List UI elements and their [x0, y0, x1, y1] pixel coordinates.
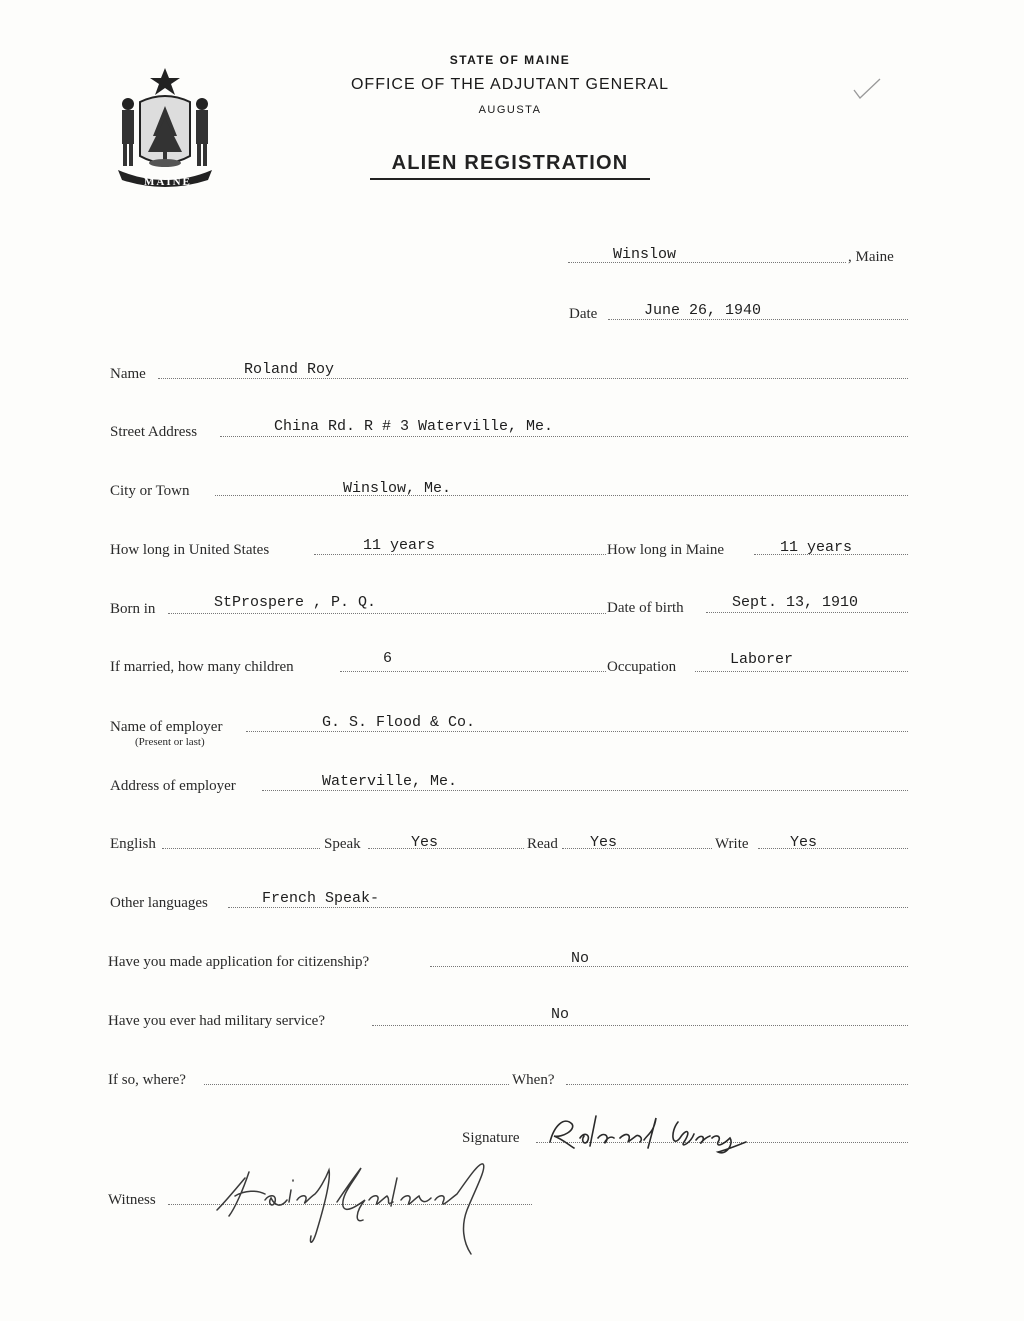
occupation-value[interactable]: Laborer — [730, 651, 794, 668]
years-in-us-label: How long in United States — [110, 542, 270, 558]
citizenship-label: Have you made application for citizenship? — [108, 954, 370, 970]
other-languages-value[interactable]: French Speak- — [262, 890, 380, 907]
employer-value[interactable]: G. S. Flood & Co. — [322, 714, 476, 731]
state-suffix: , Maine — [848, 249, 894, 265]
office-heading: OFFICE OF THE ADJUTANT GENERAL — [350, 76, 670, 93]
signature-label: Signature — [462, 1130, 520, 1146]
state-heading: STATE OF MAINE — [449, 53, 571, 67]
speak-label: Speak — [324, 836, 361, 852]
maine-state-seal-icon — [110, 66, 220, 194]
witness-signature-handwriting — [205, 1150, 505, 1260]
read-value[interactable]: Yes — [590, 834, 618, 851]
english-label: English — [110, 836, 156, 852]
born-in-value[interactable]: StProspere , P. Q. — [214, 594, 377, 611]
occupation-line — [695, 671, 908, 672]
military-label: Have you ever had military service? — [108, 1013, 325, 1029]
citizenship-value[interactable]: No — [571, 950, 590, 967]
occupation-label: Occupation — [607, 659, 677, 675]
other-languages-line — [228, 907, 908, 908]
english-line — [162, 848, 320, 849]
years-in-us-line — [314, 554, 606, 555]
employer-address-line — [262, 790, 908, 791]
date-of-birth-label: Date of birth — [607, 600, 684, 616]
write-value[interactable]: Yes — [790, 834, 818, 851]
date-label: Date — [569, 306, 598, 322]
employer-address-label: Address of employer — [110, 778, 236, 794]
witness-label: Witness — [108, 1192, 156, 1208]
where-label: If so, where? — [108, 1072, 186, 1088]
read-label: Read — [527, 836, 558, 852]
born-in-label: Born in — [110, 601, 156, 617]
born-in-line — [168, 613, 606, 614]
city-or-town-label: City or Town — [110, 483, 190, 499]
city-or-town-value[interactable]: Winslow, Me. — [343, 480, 452, 497]
town-line — [568, 262, 846, 263]
name-value[interactable]: Roland Roy — [244, 361, 335, 378]
seal-text: MAINE — [144, 176, 192, 188]
when-label: When? — [512, 1072, 555, 1088]
date-value[interactable]: June 26, 1940 — [644, 302, 762, 319]
speak-value[interactable]: Yes — [411, 834, 439, 851]
town-value[interactable]: Winslow — [613, 246, 677, 263]
street-address-value[interactable]: China Rd. R # 3 Waterville, Me. — [274, 418, 554, 435]
name-label: Name — [110, 366, 146, 382]
date-of-birth-value[interactable]: Sept. 13, 1910 — [732, 594, 859, 611]
signature-handwriting — [540, 1108, 780, 1158]
children-line — [340, 671, 606, 672]
other-languages-label: Other languages — [110, 895, 208, 911]
city-or-town-line — [215, 495, 908, 496]
employer-sublabel: (Present or last) — [135, 736, 205, 748]
form-title: ALIEN REGISTRATION — [370, 152, 650, 180]
children-label: If married, how many children — [110, 659, 294, 675]
years-in-us-value[interactable]: 11 years — [363, 537, 436, 554]
military-value[interactable]: No — [551, 1006, 570, 1023]
read-line — [562, 848, 712, 849]
employer-label: Name of employer — [110, 719, 223, 735]
military-line — [372, 1025, 908, 1026]
citizenship-line — [430, 966, 908, 967]
years-in-maine-value[interactable]: 11 years — [780, 539, 853, 556]
employer-line — [246, 731, 908, 732]
city-heading: AUGUSTA — [478, 104, 542, 116]
children-value[interactable]: 6 — [383, 650, 393, 667]
write-label: Write — [715, 836, 749, 852]
checkmark-icon — [852, 76, 882, 102]
speak-line — [368, 848, 524, 849]
date-line — [608, 319, 908, 320]
where-line — [204, 1084, 509, 1085]
street-address-label: Street Address — [110, 424, 198, 440]
years-in-maine-label: How long in Maine — [607, 542, 725, 558]
date-of-birth-line — [706, 612, 908, 613]
employer-address-value[interactable]: Waterville, Me. — [322, 773, 458, 790]
when-line — [566, 1084, 908, 1085]
street-address-line — [220, 436, 908, 437]
name-line — [158, 378, 908, 379]
write-line — [758, 848, 908, 849]
